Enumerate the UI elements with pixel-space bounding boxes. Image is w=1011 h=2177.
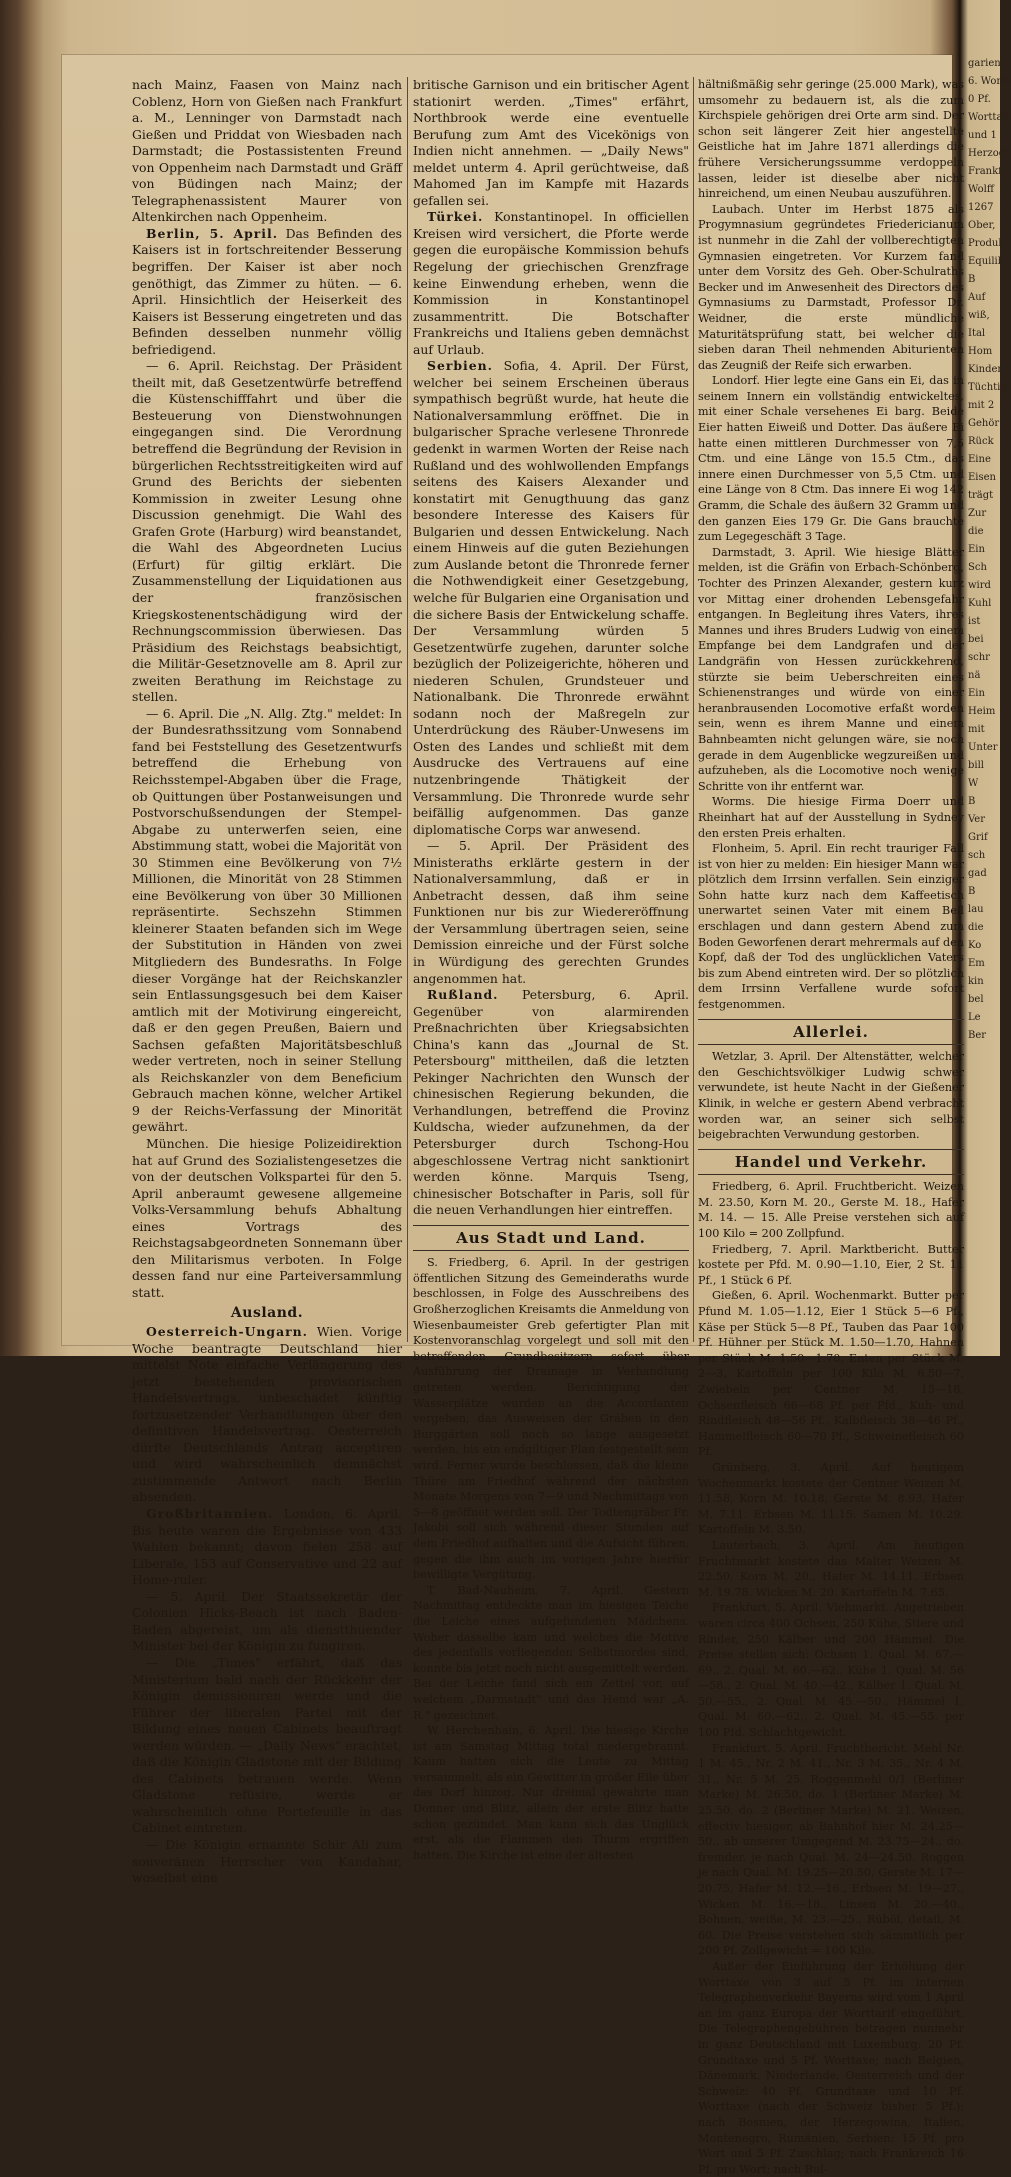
adjacent-page-fragment: Produk <box>968 238 1005 249</box>
adjacent-page-fragment: die <box>968 526 984 537</box>
newspaper-page <box>62 55 964 2176</box>
adjacent-page-fragment: wird <box>968 580 991 591</box>
column-1 <box>132 77 403 1886</box>
paragraph <box>413 358 689 838</box>
paragraph: Worms. Die hiesige Firma Doerr und Rheinhart hat auf der Ausstellung in Sydney den ersten Preis erhalten. <box>698 795 964 840</box>
adjacent-page-fragment: Tüchtig <box>968 382 1007 393</box>
adjacent-page-fragment: Ko <box>968 940 982 951</box>
adjacent-page-fragment: nä <box>968 670 981 681</box>
column-2 <box>413 77 689 1862</box>
adjacent-page-fragment: Equilib <box>968 256 1005 267</box>
paragraph: Friedberg, 6. April. Fruchtbericht. Weizen M. 23.50, Korn M. 20., Gerste M. 18., Hafer M. 14. — 15. Alle Preise verstehen sich auf 100 Kilo = 200 Zollpfund. <box>698 1180 964 1241</box>
country-heading: Großbritannien. <box>146 1506 274 1522</box>
adjacent-page-fragment: Ber <box>968 1030 987 1041</box>
paragraph: Friedberg, 7. April. Marktbericht. Butter kostete per Pfd. M. 0.90—1.10, Eier, 2 St. 11 Pf., 1 Stück 6 Pf. <box>698 1242 964 1287</box>
adjacent-page-fragment: mit 2 <box>968 400 995 411</box>
paragraph-text: London, 6. April. Bis heute waren die Ergebnisse von 433 Wahlen bekannt; davon fielen 258 auf Liberale, 153 auf Conservative und 22 auf Home-ruler. <box>132 1506 402 1588</box>
section-heading-handel-und-verkehr: Handel und Verkehr. <box>698 1149 964 1176</box>
dateline: Berlin, 5. April. <box>146 225 279 241</box>
adjacent-page-fragment: Em <box>968 958 985 969</box>
paragraph: nach Mainz, Faasen von Mainz nach Coblenz, Horn von Gießen nach Frankfurt a. M., Lenninger von Darmstadt nach Gießen und Priddat von Wiesbaden nach Darmstadt; die Postassistenten Freund von Oppenheim nach Darmstadt und Gräff von Büdingen nach Mainz; der Telegraphenassistent Maurer von Altenkirchen nach Oppenheim. <box>132 77 402 225</box>
paragraph-text: Das Befinden des Kaisers ist in fortschreitender Besserung begriffen. Der Kaiser ist aber noch genöthigt, das Zimmer zu hüten. — 6. April. Hinsichtlich der Heiserkeit des Kaisers ist Besserung eingetreten und das Befinden desselben nunmehr völlig befriedigend. <box>132 225 403 357</box>
paragraph: Frankfurt, 5. April. Viehmarkt. Angetrieben waren circa 400 Ochsen, 250 Kühe, Stiere und Rinder, 250 Kälber und 200 Hämmel. Die Preise stellen sich: Ochsen 1. Qual. M. 67.—69., 2. Qual. M. 60.—62., Kühe 1. Qual. M. 56—58., 2. Qual. M. 40.—42., Kälber 1. Qual. M. 50.—55., 2. Qual. M. 45.—50., Hämmel 1. Qual. M. 60.—62., 2. Qual. M. 45.—55. per 100 Pfd. Schlachtgewicht. <box>698 1601 964 1740</box>
adjacent-page-fragment: wiß, <box>968 310 990 321</box>
paragraph-text: Sofia, 4. April. Der Fürst, welcher bei seinem Erscheinen überaus sympathisch begrüßt wurde, hat heute die Nationalversammlung eröffnet. Die in bulgarischer Sprache verlesene Thronrede gedenkt in warmen Worten der Reise nach Rußland und des wohlwollenden Empfangs seitens des Kaisers Alexander und konstatirt mit Genugthuung das ganz besondere Interesse des Kaisers für Bulgarien und dessen Entwickelung. Nach einem Hinweis auf die guten Beziehungen zum Auslande betont die Thronrede ferner die Nothwendigkeit einer Gesetzgebung, welche für Bulgarien eine Organisation und die sichere Basis der Entwickelung schaffe. Der Versammlung würden 5 Gesetzentwürfe zugehen, darunter solche bezüglich der Polizeigerichte, höheren und niederen Schulen, Grundsteuer und Nationalbank. Die Thronrede erwähnt sodann noch der Maßregeln zur Unterdrückung des Räuber-Unwesens im Osten des Landes und schließt mit dem Ausdrucke des Vertrauens auf eine nutzenbringende Thätigkeit der Versammlung. Die Thronrede wurde sehr beifällig aufgenommen. Das ganze diplomatische Corps war anwesend. <box>413 358 689 837</box>
country-heading: Rußland. <box>427 987 499 1003</box>
adjacent-page-fragment: Wolff <box>968 184 994 195</box>
paragraph: britische Garnison und ein britischer Agent stationirt werden. „Times" erfährt, Northbrook werde eine eventuelle Berufung zum Amt des Vicekönigs von Indien nicht annehmen. — „Daily News" meldet unterm 4. April gerüchtweise, daß Mahomed Jan im Kampfe mit Hazards gefallen sei. <box>413 77 689 208</box>
paragraph: — 6. April. Reichstag. Der Präsident theilt mit, daß Gesetzentwürfe betreffend die Küstenschifffahrt und über die Besteuerung von Dienstwohnungen eingegangen sind. Die Verordnung betreffend die Begründung der Revision in bürgerlichen Rechtsstreitigkeiten wird auf Grund des Berichts der siebenten Kommission in zweiter Lesung ohne Discussion genehmigt. Die Wahl des Grafen Grote (Harburg) wird beanstandet, die Wahl des Abgeordneten Lucius (Erfurt) für giltig erklärt. Die Zusammenstellung der Liquidationen aus der französischen Kriegskostenentschädigung wird der Rechnungscommission überwiesen. Das Präsidium des Reichstags beabsichtigt, die Militär-Gesetznovelle am 8. April zur zweiten Berathung im Reichstage zu stellen. <box>132 358 402 705</box>
adjacent-page-fragment: trägt <box>968 490 994 501</box>
adjacent-page-fragment: bei <box>968 634 984 645</box>
adjacent-page-fragment: bill <box>968 760 984 771</box>
paragraph: T. Bad-Nauheim, 7. April. Gestern Nachmittag entdeckte man im hiesigen Teiche die Leiche eines aufgefundenen Mädchens. Woher dasselbe kam und welches die Motive des jedenfalls vorliegenden Selbstmordes sind, konnte bis jetzt noch nicht ausgemittelt werden. Bei der Leiche fand sich ein Zettel vor, auf welchem „Darmstadt" und das Hemd war „A. R." gezeichnet. <box>413 1583 689 1722</box>
adjacent-page-fragment: Herzogs <box>968 148 1011 159</box>
adjacent-page-fragment: B <box>968 886 976 897</box>
adjacent-page-fragment: lau <box>968 904 984 915</box>
adjacent-page-fragment: kin <box>968 976 984 987</box>
paragraph: Außer der Einführung der Erhöhung der Worttaxe von 3 auf 5 Pf. im internen Telegraphenverkehr Bayerns wird vom 1 April an im ganz Europa der Worttarif eingeführt. Die Telegraphengebühren betragen nunmehr in ganz Deutschland mit Luxemburg: 20 Pf. Grundtaxe und 5 Pf. Worttaxe; nach Belgien, Dänemark, Niederlande, Oesterreich und der Schweiz: 40 Pf. Grundtaxe und 10 Pf. Worttaxe (nach der Schweiz bisher 5 Pf.); nach Bosnien, der Herzegowina, Italien, Montenegro, Rumänien, Serbien: 15 Pf. pro Wort und 5 Pf. Zuschlag; nach Frankreich 16 Pf. pro Wort; nach Bul- <box>698 1959 964 2176</box>
paragraph-text: Wien. Vorige Woche beantragte Deutschland hier mittelst Note einfache Verlängerung des jetzt bestehenden provisorischen Handelsvertrags, unbeschadet künftig fortzusetzender Verhandlungen über den definitiven Handelsvertrag. Oesterreich dürfte Deutschlands Antrag acceptiren und wird wahrscheinlich demnächst zustimmende Antwort nach Berlin absenden. <box>132 1324 402 1505</box>
adjacent-page-fragment: B <box>968 796 976 807</box>
column-3 <box>698 77 964 2176</box>
paragraph <box>132 226 402 358</box>
paragraph: — 5. April. Der Präsident des Ministeraths erklärte gestern in der Nationalversammlung, daß er in Anbetracht dessen, daß ihm seine Funktionen nur bis zur Wiedereröffnung der Versammlung übertragen seien, seine Demission einreiche und der Fürst solche in Würdigung des gerechten Grundes angenommen hat. <box>413 838 689 986</box>
adjacent-page-fragment: Ital <box>968 328 986 339</box>
adjacent-page-fragment: ist <box>968 616 981 627</box>
adjacent-page-fragment: Heim <box>968 706 996 717</box>
paragraph: W. Herchenhain, 6. April. Die hiesige Kirche ist am Samstag Mittag total niedergebrannt. Kaum hatten sich die Leute zu Mittag versammelt, als ein Gewitter in großer Eile über das Dorf hinzog. Nur dreimal gewahrte man Donner und Blitz, allein der erste Blitz hatte schon gezündet. Man kann sich das Unglück erst, als die Flammen den Thurm ergriffen hatten. Die Kirche ist eine der ältesten <box>413 1724 689 1862</box>
paragraph: — Die „Times" erfährt, daß das Ministerium bald nach der Rückkehr der Königin demissioniren werde und die Führer der liberalen Partei mit der Bildung eines neuen Cabinets beauftragt werden würden. — „Daily News" erachtet, daß die Königin Gladstone mit der Bildung des Cabinets betrauen werde. Wenn Gladstone refüsire, werde er wahrscheinlich ohne Portefeuille in das Cabinet eintreten. <box>132 1654 402 1836</box>
paragraph-text: Petersburg, 6. April. Gegenüber von alarmirenden Preßnachrichten über Kriegsabsichten China's kann das „Journal de St. Petersbourg" mittheilen, daß die letzten Pekinger Nachrichten den Wunsch der chinesischen Regierung bekunden, die Verhandlungen, betreffend die Provinz Kuldscha, wieder aufzunehmen, da der Petersburger durch Tschong-Hou abgeschlossene Vertrag nicht sanktionirt werden könne. Marquis Tseng, chinesischer Botschafter in Paris, soll für die neuen Verhandlungen hier eintreffen. <box>413 987 689 1218</box>
adjacent-page-fragment: Kuhl <box>968 598 992 609</box>
paragraph <box>413 987 689 1219</box>
country-heading: Oesterreich-Ungarn. <box>146 1324 308 1340</box>
adjacent-page-fragment: Rück <box>968 436 994 447</box>
adjacent-page-fragment: mit <box>968 724 985 735</box>
paragraph: Darmstadt, 3. April. Wie hiesige Blätter melden, ist die Gräfin von Erbach-Schönberg, Tochter des Prinzen Alexander, gestern kurz vor Mittag einer drohenden Lebensgefahr entgangen. In Begleitung ihres Vaters, ihres Mannes und ihres Bruders Ludwig von einem Empfange bei dem Landgrafen und der Landgräfin von Hessen zurückkehrend, stürzte sie beim Ueberschreiten eines Schienenstranges und würde von einer heranbrausenden Locomotive erfaßt worden sein, wenn es ihrem Manne und einem Bahnbeamten nicht gelungen wäre, sie noch gerade in dem Augenblicke wegzureißen und aufzuheben, als die Locomotive noch wenige Schritte von ihr entfernt war. <box>698 545 964 793</box>
paragraph: Lauterbach, 3. April. Am heutigen Fruchtmarkt kostete das Malter Weizen M. 22.50, Korn M. 20., Hafer M. 14.11. Erbsen M. 19.78. Wicken M. 20. Kartoffeln M. 7.65. <box>698 1538 964 1599</box>
paragraph: Wetzlar, 3. April. Der Altenstätter, welcher den Geschichtsvölkiger Ludwig schwer verwundete, ist heute Nacht in der Gießener Klinik, in welche er gestern Abend verbracht worden war, an seiner sich selbst beigebrachten Verwundung gestorben. <box>698 1050 964 1142</box>
adjacent-page-fragment: die <box>968 922 984 933</box>
paragraph: — Die Königin ernannte Schir Ali zum souveränen Herrscher von Kandahar, woselbst eine <box>132 1836 402 1886</box>
paragraph: Londorf. Hier legte eine Gans ein Ei, das in seinem Innern ein vollständig entwickeltes, mit einer Schale versehenes Ei barg. Beide Eier hatten Eiweiß und Dotter. Das äußere Ei hatte einen mittleren Durchmesser von 7,5 Ctm. und eine Länge von 15.5 Ctm., das innere einen Durchmesser von 5,5 Ctm. und eine Länge von 8 Ctm. Das innere Ei wog 142 Gramm, die Schale des äußern 32 Gramm und den ganzen Eies 179 Gr. Die Gans brauchte zum Legegeschäft 3 Tage. <box>698 374 964 544</box>
section-heading-allerlei: Allerlei. <box>698 1019 964 1046</box>
adjacent-page-fragment: W <box>968 778 979 789</box>
adjacent-page-fragment: Frankf <box>968 166 1002 177</box>
paragraph: Frankfurt, 5. April. Fruchtbericht. Mehl Nr. 1 M. 45., Nr. 2 M. 41., Nr. 3 M. 35., Nr. 4 M. 31., Nr. 5 M. 25. Roggenmehl 0/1 (Berliner Marke) M. 26.50, do. 1 (Berliner Marke) M. 25.50, do. 2 (Berliner Marke) M. 21. Weizen, effectiv hiesiger, ab Bahnhof hier M. 24.25—50., ab unserer Umgegend M. 23.75—24., do. fremder, je nach Qual. M. 24—24.50. Roggen je nach Qual. M. 19.25—20.50, Gerste M. 17—20.75, Hafer M. 12.—16., Erbsen M. 19—27., Wicken M. 16.—18., Linsen M. 20.—40., Bohnen, weiße, M. 23.—25., Rüböl, detail, M. 60. Die Preise verstehen sich sämmtlich per 200 Pf. Zollgewicht = 100 Kilo. <box>698 1741 964 1958</box>
adjacent-page-fragment: 1267 <box>968 202 994 213</box>
adjacent-page-fragment: Eisen <box>968 472 996 483</box>
adjacent-page-fragment: Hom <box>968 346 993 357</box>
adjacent-page-fragment: 6. Worte <box>968 76 1011 87</box>
paragraph: Flonheim, 5. April. Ein recht trauriger Fall ist von hier zu melden: Ein hiesiger Mann war plötzlich dem Irrsinn verfallen. Sein einziger Sohn hatte kurz nach dem Kaffeetisch unerwartet seinen Vater mit einem Beil erschlagen und dann gestern Abend zum Boden Geworfenen derart mehrermals auf den Kopf, daß der Tod des unglücklichen Vaters bis zum Abend eintreten wird. Der so plötzlich dem Irrsinn Verfallene wurde sofort festgenommen. <box>698 842 964 1012</box>
adjacent-page-fragment: 0 Pf. <box>968 94 991 105</box>
adjacent-page-fragment: Le <box>968 1012 981 1023</box>
adjacent-page-fragment: Ein <box>968 544 985 555</box>
adjacent-page-fragment: schr <box>968 652 990 663</box>
country-heading: Serbien. <box>427 358 493 374</box>
column-rule-2 <box>693 77 694 1342</box>
adjacent-page-fragment: Zur <box>968 508 987 519</box>
column-rule-1 <box>407 77 408 1342</box>
adjacent-page-fragment: garien, <box>968 58 1004 69</box>
country-heading: Türkei. <box>427 209 484 225</box>
paragraph <box>132 1324 402 1506</box>
adjacent-page-fragment: gad <box>968 868 987 879</box>
section-heading-stadt-und-land: Aus Stadt und Land. <box>413 1225 689 1252</box>
paragraph: Grünberg, 3. April. Auf heutigem Wochenmarkt kostete der Centner Weizen M. 11.58, Korn M. 10.18, Gerste M. 8.93, Hafer M. 7.11. Erbsen M. 11.15. Samen M. 10.29. Kartoffeln M. 3.50. <box>698 1460 964 1537</box>
paragraph: hältnißmäßig sehr geringe (25.000 Mark), was umsomehr zu bedauern ist, als die zum Kirchspiele gehörigen drei Orte arm sind. Der schon seit längerer Zeit hier angestellte Geistliche hat im Jahre 1871 allerdings die frühere Versicherungssumme verdoppeln lassen, leider ist dieselbe aber nicht hinreichend, um einen Neubau auszuführen. <box>698 78 964 201</box>
adjacent-page-fragment: Grif <box>968 832 988 843</box>
adjacent-page-fragment: Eine <box>968 454 991 465</box>
adjacent-page-fragment: Unter <box>968 742 998 753</box>
adjacent-page-fragment: Auf <box>968 292 986 303</box>
paragraph: Laubach. Unter im Herbst 1875 als Progymnasium gegründetes Friedericianum ist nunmehr in die Zahl der vollberechtigten Gymnasien eingetreten. Vor Kurzem fand unter dem Vorsitz des Geh. Ober-Schulraths Becker und im Anwesenheit des Directors des Gymnasiums zu Darmstadt, Professor Dr. Weidner, die erste mündliche Maturitätsprüfung statt, bei welcher die sieben daran Theil nehmenden Abiturienten das Zeugniß der Reife sich erwarben. <box>698 202 964 372</box>
adjacent-page-fragment: und 1 <box>968 130 997 141</box>
paragraph: — 6. April. Die „N. Allg. Ztg." meldet: In der Bundesrathssitzung vom Sonnabend fand bei Feststellung des Gesetzentwurfs betreffend die Erhebung von Reichsstempel-Abgaben über die Frage, ob Quittungen über Postanweisungen und Postvorschußsendungen der Stempel-Abgabe zu unterwerfen seien, eine Abstimmung statt, wobei die Majorität von 30 Stimmen eine Bevölkerung von 7½ Millionen, die Minorität von 28 Stimmen eine Bevölkerung von über 30 Millionen repräsentirte. Sechszehn Stimmen kleinerer Staaten befanden sich im Wege der Substitution in Händen von zwei Mitgliedern des Bundesraths. In Folge dieser Vorgänge hat der Reichskanzler sein Entlassungsgesuch bei dem Kaiser amtlich mit der Motivirung eingereicht, daß er den gegen Preußen, Baiern und Sachsen gefaßten Majoritätsbeschluß weder vertreten, noch in seiner Stellung als Reichskanzler von dem Beneficium Gebrauch machen könne, welcher Artikel 9 der Reichs-Verfassung der Minorität gewährt. <box>132 705 402 1135</box>
section-heading-ausland: Ausland. <box>230 1305 304 1322</box>
adjacent-page-fragment: Kinder <box>968 364 1003 375</box>
adjacent-page-fragment: Ober, <box>968 220 996 231</box>
paragraph: — 5. April. Der Staatssekretär der Colonien Hicks-Beach ist nach Baden-Baden abgereist, um als dienstthuender Minister bei der Königin zu fungiren. <box>132 1588 402 1654</box>
paragraph: S. Friedberg, 6. April. In der gestrigen öffentlichen Sitzung des Gemeinderaths wurde beschlossen, in Folge des Ausschreibens des Großherzoglichen Kreisamts die Anmeldung von Wiesenbaumeister Greb gefertigter Plan mit Kostenvoranschlag vorgelegt und soll mit den betreffenden Grundbesitzern sofort über Ausführung der Drainage in Verhandlung getreten werden. Berichtigung der Wasserplätze wurden an die Accordanten vergeben; das Ausweisen der Gräben in den Burggärten soll noch so lange ausgesetzt werden, bis ein endgiltiger Plan festgestellt sein wird. Ferner wurde beschlossen, daß die kleine Thüre am Friedhof während der nächsten Monate Morgens von 7—9 und Nachmittags von 5—8 geöffnet werden soll. Der Todtengräber Fr. Jakobi soll sich während dieser Stunden auf dem Friedhof aufhalten und die Aufsicht führen, gegen die ihm auch im vorigen Jahre hierfür bewilligte Vergütung. <box>413 1256 689 1582</box>
paragraph-text: Konstantinopel. In officiellen Kreisen wird versichert, die Pforte werde gegen die europäische Kommission behufs Regelung der griechischen Grenzfrage keine Einwendung erheben, wenn die Kommission in Konstantinopel zusammentritt. Die Botschafter Frankreichs und Italiens geben demnächst auf Urlaub. <box>413 209 689 357</box>
paragraph <box>132 1506 402 1589</box>
adjacent-page-fragment: bel <box>968 994 984 1005</box>
adjacent-page-fragment: Ver <box>968 814 986 825</box>
paragraph: München. Die hiesige Polizeidirektion hat auf Grund des Sozialistengesetzes die von der deutschen Volkspartei für den 5. April anberaumt gewesene allgemeine Volks-Versammlung behufs Abhaltung eines Vortrags des Reichstagsabgeordneten Sonnemann über den Militarismus verboten. In Folge dessen fand nur eine Parteiversammlung statt. <box>132 1136 402 1300</box>
adjacent-page-fragment: Gehör <box>968 418 1000 429</box>
adjacent-page-fragment: Ein <box>968 688 985 699</box>
paragraph: Gießen, 6. April. Wochenmarkt. Butter per Pfund M. 1.05—1.12, Eier 1 Stück 5—6 Pf., Käse per Stück 5—8 Pf., Tauben das Paar 100 Pf. Hühner per Stück M. 1.50—1.70, Hahnen per Stück M. 1.50—1.70, Enten per Stück M. 2—3, Kartoffeln per 100 Kilo M. 6.50—7, Zwiebeln per Centner M. 15—18. Ochsenfleisch 66—68 Pf. per Pfd., Kuh- und Rindfleisch 48—56 Pf., Kalbfleisch 38—46 Pf., Hammelfleisch 60—70 Pf., Schweinefleisch 60 Pf. <box>698 1289 964 1459</box>
adjacent-page-fragment: Worttar <box>968 112 1008 123</box>
adjacent-page-fragment: sch <box>968 850 986 861</box>
adjacent-page-edge <box>968 55 1011 1345</box>
adjacent-page-fragment: B <box>968 274 976 285</box>
adjacent-page-fragment: Sch <box>968 562 987 573</box>
paragraph <box>413 209 689 358</box>
